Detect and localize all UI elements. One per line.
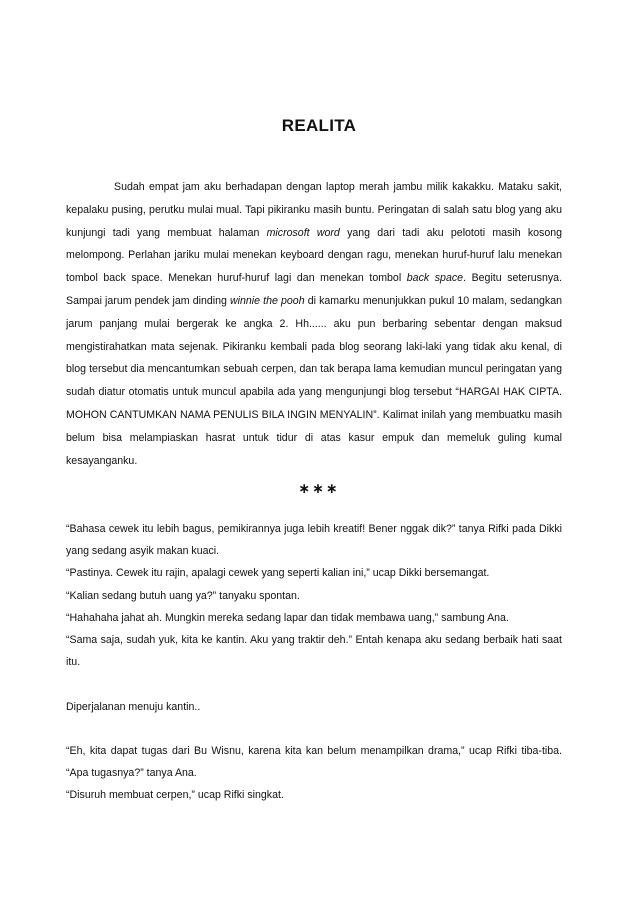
- dialog-line: “Hahahaha jahat ah. Mungkin mereka sedang lapar dan tidak membawa uang,” sambung Ana.: [66, 611, 509, 624]
- paragraph-text: . Begitu seterusnya. Sampai jarum pendek jam dinding: [66, 272, 563, 307]
- story-title: REALITA: [281, 116, 357, 135]
- paragraph-text: di kamarku menunjukkan pukul 10 malam, sedangkan jarum panjang mulai bergerak ke angka 2. Hh...... aku pun berbaring sebentar dengan maksud mengistirahatkan mata sejenak. Pikiranku kembali pada blog seorang laki-laki yang tidak aku kenal, di blog tersebut dia mencantumkan sebuah cerpen, dan tak berapa lama kemudian muncul peringatan yang sudah diatur otomatis untuk muncul apabila ada yang mengunjungi blog tersebut “HARGAI HAK CIPTA. MOHON CANTUMKAN NAMA PENULIS BILA INGIN MENYALIN”. Kalimat inilah yang membuatku masih belum bisa melampiaskan hasrat untuk tidur di atas kasur empuk dan memeluk guling kumal kesayanganku.: [66, 294, 562, 467]
- dialog-line: “Kalian sedang butuh uang ya?” tanyaku spontan.: [66, 589, 300, 602]
- dialog-line: “Disuruh membuat cerpen,” ucap Rifki singkat.: [66, 789, 284, 802]
- dialog-section: [66, 518, 562, 807]
- blank-line: [66, 673, 562, 695]
- blank-line: [66, 718, 562, 740]
- dialog-line: “Pastinya. Cewek itu rajin, apalagi cewek yang seperti kalian ini,” ucap Dikki bersemangat.: [66, 567, 490, 580]
- paragraph-text: Sudah empat jam aku berhadapan dengan laptop merah jambu milik kakakku. Mataku sakit, kepalaku pusing, perutku mulai mual. Tapi pikiranku masih buntu. Peringatan di salah satu blog yang aku kunjungi tadi yang membuat halaman: [66, 181, 562, 239]
- narration-line: Diperjalanan menuju kantin..: [66, 700, 201, 713]
- italic-term: winnie the pooh: [230, 294, 305, 307]
- dialog-line: “Eh, kita dapat tugas dari Bu Wisnu, karena kita kan belum menampilkan drama,” ucap Rifki tiba-tiba. “Apa tugasnya?” tanya Ana.: [66, 745, 562, 780]
- dialog-line: “Sama saja, sudah yuk, kita ke kantin. Aku yang traktir deh.” Entah kenapa aku sedang berbaik hati saat itu.: [66, 634, 562, 669]
- scene-separator: ∗∗∗: [298, 480, 340, 496]
- italic-term: back space: [406, 272, 464, 285]
- dialog-line: “Bahasa cewek itu lebih bagus, pemikirannya juga lebih kreatif! Bener nggak dik?” tanya Rifki pada Dikki yang sedang asyik makan kuaci.: [66, 523, 562, 558]
- italic-term: microsoft word: [266, 226, 340, 239]
- opening-paragraph: [66, 176, 562, 472]
- paragraph-text: yang dari tadi aku pelototi masih kosong melompong. Perlahan jariku mulai menekan keyboard dengan ragu, menekan huruf-huruf lalu menekan tombol back space. Menekan huruf-huruf lagi dan menekan tombol: [66, 226, 563, 285]
